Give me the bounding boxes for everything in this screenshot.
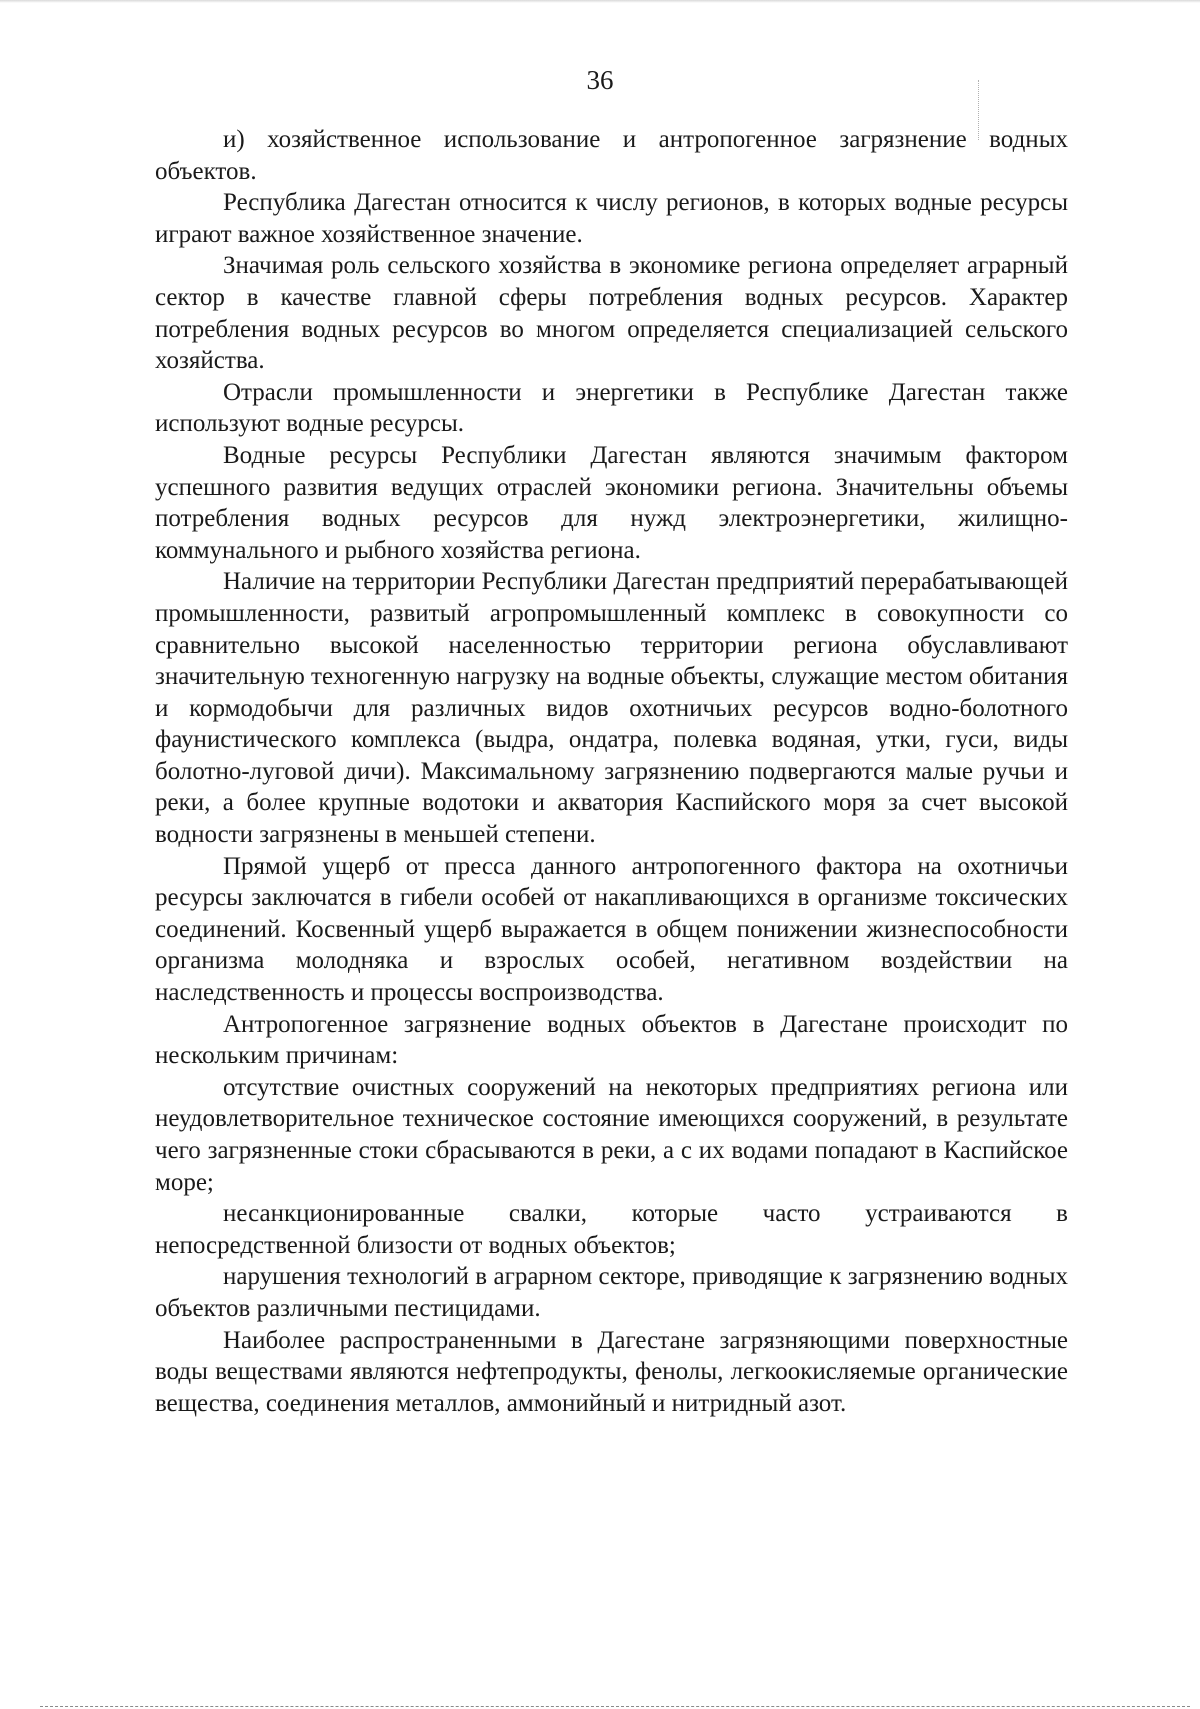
paragraph-agriculture-role: Значимая роль сельского хозяйства в экономике региона определяет аграрный сектор в качестве главной сферы потребления водных ресурсов. Характер потребления водных ресурсов во многом определяется специализацией сельского хозяйства. [155, 252, 1068, 375]
page-number: 36 [586, 65, 614, 95]
body-text [155, 124, 1068, 1419]
list-item-agrarian-violations: нарушения технологий в аграрном секторе, приводящие к загрязнению водных объектов различными пестицидами. [155, 1263, 1068, 1322]
scan-edge-top [0, 0, 1200, 3]
paragraph-pollution-causes: Антропогенное загрязнение водных объектов в Дагестане происходит по нескольким причинам: [155, 1010, 1068, 1070]
paragraph-industry-energy: Отрасли промышленности и энергетики в Республике Дагестан также используют водные ресурсы. [155, 378, 1068, 438]
paragraph-water-importance: Республика Дагестан относится к числу регионов, в которых водные ресурсы играют важное хозяйственное значение. [155, 189, 1068, 248]
list-item-unauthorized-dumps: несанкционированные свалки, которые часто устраиваются в непосредственной близости от водных объектов; [155, 1200, 1068, 1259]
paragraph-water-use-heading: и) хозяйственное использование и антропогенное загрязнение водных объектов. [155, 126, 1068, 185]
paragraph-technogenic-load: Наличие на территории Республики Дагестан предприятий перерабатывающей промышленности, развитый агропромышленный комплекс в совокупности со сравнительно высокой населенностью территории региона обуславливают значительную техногенную нагрузку на водные объекты, служащие местом обитания и кормодобычи для различных видов охотничьих ресурсов водно-болотного фаунистического комплекса (выдра, ондатра, полевка водяная, утки, гуси, виды болотно-луговой дичи). Максимальному загрязнению подвергаются малые ручьи и реки, а более крупные водотоки и акватория Каспийского моря за счет высокой водности загрязнены в меньшей степени. [155, 568, 1068, 849]
list-item-treatment-facilities: отсутствие очистных сооружений на некоторых предприятиях региона или неудовлетворительное техническое состояние имеющихся сооружений, в результате чего загрязненные стоки сбрасываются в реки, а с их водами попадают в Каспийское море; [155, 1073, 1068, 1196]
paragraph-damage: Прямой ущерб от пресса данного антропогенного фактора на охотничьи ресурсы заключатся в гибели особей от накапливающихся в организме токсических соединений. Косвенный ущерб выражается в общем понижении жизнеспособности организма молодняка и взрослых особей, негативном воздействии на наследственность и процессы воспроизводства. [155, 852, 1068, 1007]
paragraph-economic-factor: Водные ресурсы Республики Дагестан являются значимым фактором успешного развития ведущих отраслей экономики региона. Значительны объемы потребления водных ресурсов для нужд электроэнергетики, жилищно-коммунального и рыбного хозяйства региона. [155, 441, 1068, 564]
paragraph-common-pollutants: Наиболее распространенными в Дагестане загрязняющими поверхностные воды веществами являются нефтепродукты, фенолы, легкоокисляемые органические вещества, соединения металлов, аммонийный и нитридный азот. [155, 1326, 1068, 1417]
